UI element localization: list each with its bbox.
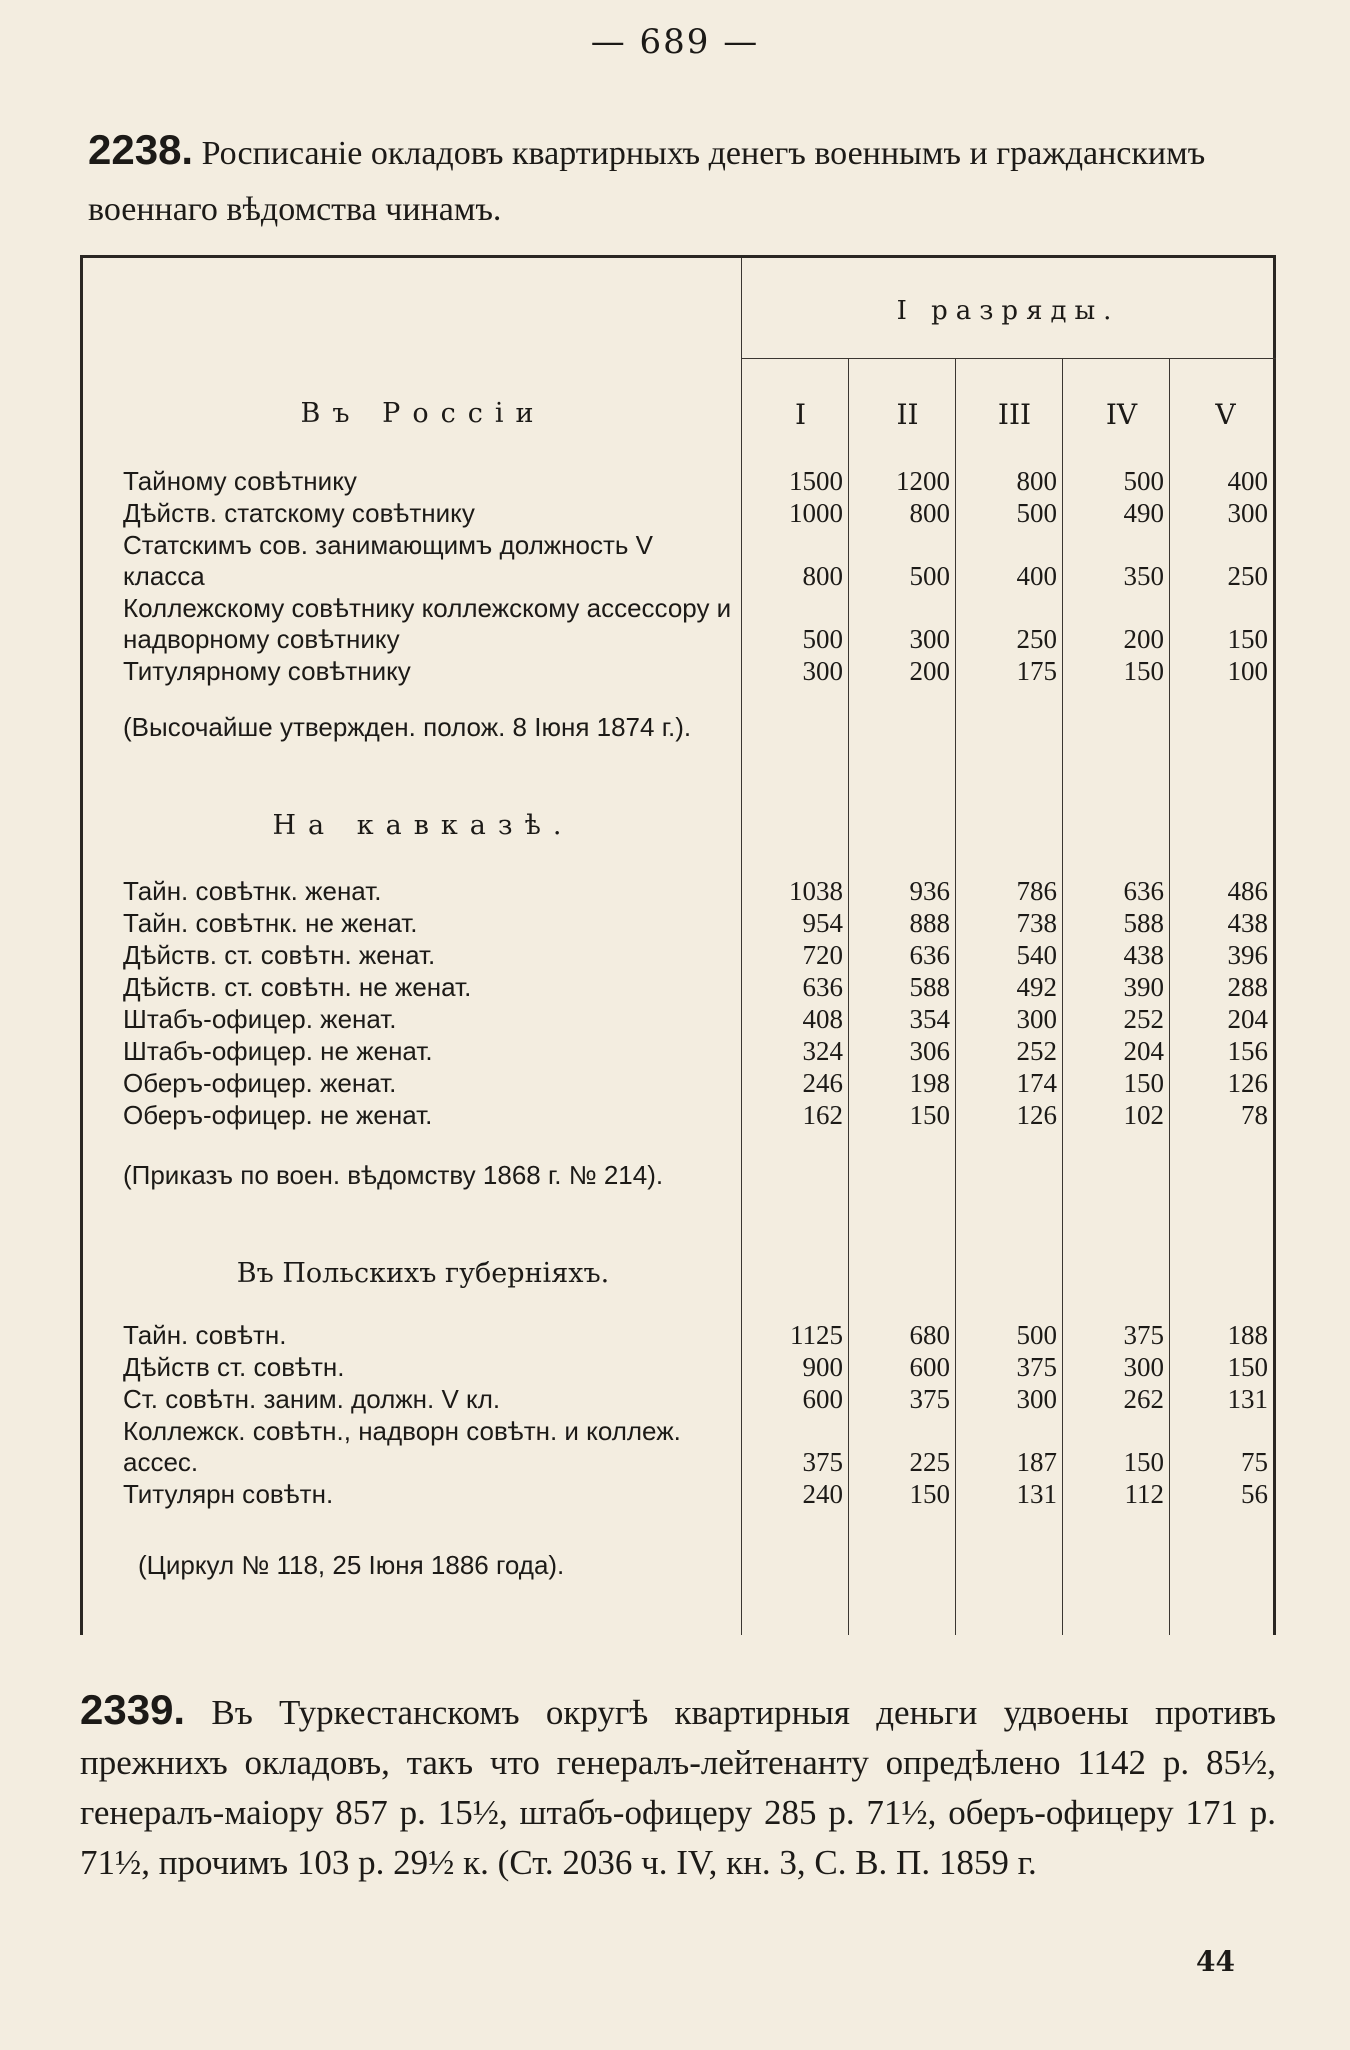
group-header: I разряды. xyxy=(896,296,1120,326)
table-row-label: Титулярному совѣтнику xyxy=(123,656,411,686)
article-number: 2339. xyxy=(80,1686,186,1733)
table-cell: 300 xyxy=(1227,498,1268,528)
table-cell: 800 xyxy=(909,498,950,528)
sheet-number: 44 xyxy=(1196,1945,1235,1978)
table-row-label: Коллежскому совѣтнику коллежскому ассессору и надворному совѣтнику xyxy=(123,593,732,654)
table-cell: 324 xyxy=(802,1036,843,1066)
table-cell: 188 xyxy=(1227,1320,1268,1350)
table-cell: 350 xyxy=(1123,561,1164,591)
source-note: (Циркул № 118, 25 Іюня 1886 года). xyxy=(138,1550,565,1580)
table-row-label: Оберъ-офицер. не женат. xyxy=(123,1100,433,1130)
table-cell: 250 xyxy=(1016,624,1057,654)
label-column-divider xyxy=(741,258,742,1635)
table-cell: 954 xyxy=(802,908,843,938)
table-cell: 888 xyxy=(909,908,950,938)
table-cell: 540 xyxy=(1016,940,1057,970)
table-cell: 500 xyxy=(1016,498,1057,528)
article-paragraph xyxy=(80,1685,1276,1888)
table-cell: 150 xyxy=(1227,1352,1268,1382)
section-title: На кавказѣ. xyxy=(272,810,574,841)
source-note: (Приказъ по воен. вѣдомству 1868 г. № 214). xyxy=(123,1160,664,1190)
table-cell: 204 xyxy=(1123,1036,1164,1066)
table-cell: 204 xyxy=(1227,1004,1268,1034)
table-cell: 900 xyxy=(802,1352,843,1382)
table-cell: 636 xyxy=(909,940,950,970)
table-cell: 600 xyxy=(909,1352,950,1382)
table-cell: 438 xyxy=(1227,908,1268,938)
table-row-label: Дѣйств. ст. совѣтн. женат. xyxy=(123,940,436,970)
article-heading xyxy=(88,122,1278,238)
table-cell: 1000 xyxy=(789,498,843,528)
table-cell: 300 xyxy=(1016,1384,1057,1414)
table-cell: 174 xyxy=(1016,1068,1057,1098)
table-cell: 300 xyxy=(802,656,843,686)
table-cell: 500 xyxy=(909,561,950,591)
table-row-label: Коллежск. совѣтн., надворн совѣтн. и коллеж. ассес. xyxy=(123,1416,681,1477)
table-cell: 306 xyxy=(909,1036,950,1066)
table-cell: 198 xyxy=(909,1068,950,1098)
column-divider xyxy=(955,358,956,1635)
table-cell: 126 xyxy=(1016,1100,1057,1130)
table-cell: 738 xyxy=(1016,908,1057,938)
table-cell: 390 xyxy=(1123,972,1164,1002)
salary-table xyxy=(80,255,1276,1635)
table-row-label: Тайному совѣтнику xyxy=(123,466,357,496)
table-cell: 246 xyxy=(802,1068,843,1098)
column-header: III xyxy=(997,398,1032,431)
table-cell: 78 xyxy=(1241,1100,1268,1130)
source-note: (Высочайше утвержден. полож. 8 Іюня 1874 г.). xyxy=(123,712,692,742)
table-cell: 1200 xyxy=(896,466,950,496)
table-cell: 131 xyxy=(1016,1479,1057,1509)
table-cell: 375 xyxy=(802,1447,843,1477)
table-cell: 396 xyxy=(1227,940,1268,970)
column-divider xyxy=(1169,358,1170,1635)
table-cell: 800 xyxy=(1016,466,1057,496)
column-header: IV xyxy=(1105,398,1138,431)
page-number: — 689 — xyxy=(590,22,760,62)
table-row-label: Ст. совѣтн. заним. должн. V кл. xyxy=(123,1384,501,1414)
table-cell: 375 xyxy=(909,1384,950,1414)
table-cell: 786 xyxy=(1016,876,1057,906)
table-row-label: Дѣйств. ст. совѣтн. не женат. xyxy=(123,972,472,1002)
table-cell: 375 xyxy=(1123,1320,1164,1350)
table-cell: 150 xyxy=(909,1479,950,1509)
table-row-label: Штабъ-офицер. женат. xyxy=(123,1004,397,1034)
table-cell: 156 xyxy=(1227,1036,1268,1066)
table-cell: 175 xyxy=(1016,656,1057,686)
table-row-label: Титулярн совѣтн. xyxy=(123,1479,334,1509)
table-row-label: Статскимъ сов. занимающимъ должность V класса xyxy=(123,530,653,591)
table-cell: 75 xyxy=(1241,1447,1268,1477)
table-cell: 200 xyxy=(909,656,950,686)
table-cell: 225 xyxy=(909,1447,950,1477)
table-cell: 252 xyxy=(1123,1004,1164,1034)
table-cell: 150 xyxy=(1123,1447,1164,1477)
table-cell: 400 xyxy=(1016,561,1057,591)
article-number: 2238. xyxy=(88,126,194,173)
table-cell: 300 xyxy=(1123,1352,1164,1382)
table-cell: 375 xyxy=(1016,1352,1057,1382)
header-rule xyxy=(741,358,1276,359)
table-row-label: Дѣйств. статскому совѣтнику xyxy=(123,498,475,528)
table-cell: 162 xyxy=(802,1100,843,1130)
table-cell: 486 xyxy=(1227,876,1268,906)
table-cell: 250 xyxy=(1227,561,1268,591)
table-cell: 636 xyxy=(802,972,843,1002)
table-cell: 720 xyxy=(802,940,843,970)
table-cell: 500 xyxy=(802,624,843,654)
article-text: Въ Туркестанскомъ округѣ квартирныя деньги удвоены противъ прежнихъ окладовъ, такъ что генералъ-лейтенанту опредѣлено 1142 р. 85½, генералъ-маіору 857 р. 15½, штабъ-офицеру 285 р. 71½, оберъ-офицеру 171 р. 71½, прочимъ 103 р. 29½ к. (Ст. 2036 ч. IV, кн. 3, С. В. П. 1859 г. xyxy=(80,1693,1276,1882)
table-row-label: Тайн. совѣтнк. женат. xyxy=(123,876,382,906)
table-cell: 1125 xyxy=(790,1320,843,1350)
table-cell: 262 xyxy=(1123,1384,1164,1414)
table-cell: 588 xyxy=(1123,908,1164,938)
table-cell: 150 xyxy=(909,1100,950,1130)
table-cell: 354 xyxy=(909,1004,950,1034)
table-cell: 500 xyxy=(1016,1320,1057,1350)
table-cell: 800 xyxy=(802,561,843,591)
table-cell: 112 xyxy=(1124,1479,1164,1509)
table-cell: 400 xyxy=(1227,466,1268,496)
table-cell: 500 xyxy=(1123,466,1164,496)
table-cell: 438 xyxy=(1123,940,1164,970)
column-divider xyxy=(1062,358,1063,1635)
table-cell: 150 xyxy=(1227,624,1268,654)
table-cell: 490 xyxy=(1123,498,1164,528)
table-cell: 288 xyxy=(1227,972,1268,1002)
column-header: II xyxy=(896,398,919,431)
table-cell: 100 xyxy=(1227,656,1268,686)
table-cell: 1038 xyxy=(789,876,843,906)
table-row-label: Штабъ-офицер. не женат. xyxy=(123,1036,433,1066)
column-header: I xyxy=(794,398,807,431)
table-cell: 300 xyxy=(1016,1004,1057,1034)
table-cell: 187 xyxy=(1016,1447,1057,1477)
table-cell: 492 xyxy=(1016,972,1057,1002)
column-divider xyxy=(848,358,849,1635)
table-cell: 56 xyxy=(1241,1479,1268,1509)
table-cell: 102 xyxy=(1123,1100,1164,1130)
table-cell: 200 xyxy=(1123,624,1164,654)
table-cell: 150 xyxy=(1123,1068,1164,1098)
table-cell: 600 xyxy=(802,1384,843,1414)
table-cell: 408 xyxy=(802,1004,843,1034)
column-header: V xyxy=(1215,398,1236,431)
article-title: Росписаніе окладовъ квартирныхъ денегъ военнымъ и гражданскимъ военнаго вѣдомства чинамъ. xyxy=(88,135,1206,228)
section-title: Въ Россіи xyxy=(300,398,546,429)
table-cell: 131 xyxy=(1227,1384,1268,1414)
table-cell: 1500 xyxy=(789,466,843,496)
section-title: Въ Польскихъ губерніяхъ. xyxy=(236,1258,610,1289)
table-cell: 252 xyxy=(1016,1036,1057,1066)
table-cell: 150 xyxy=(1123,656,1164,686)
table-cell: 300 xyxy=(909,624,950,654)
table-cell: 680 xyxy=(909,1320,950,1350)
table-cell: 588 xyxy=(909,972,950,1002)
table-cell: 126 xyxy=(1227,1068,1268,1098)
table-row-label: Тайн. совѣтнк. не женат. xyxy=(123,908,418,938)
table-cell: 636 xyxy=(1123,876,1164,906)
table-row-label: Дѣйств ст. совѣтн. xyxy=(123,1352,345,1382)
table-cell: 240 xyxy=(802,1479,843,1509)
table-row-label: Тайн. совѣтн. xyxy=(123,1320,287,1350)
table-cell: 936 xyxy=(909,876,950,906)
table-row-label: Оберъ-офицер. женат. xyxy=(123,1068,397,1098)
